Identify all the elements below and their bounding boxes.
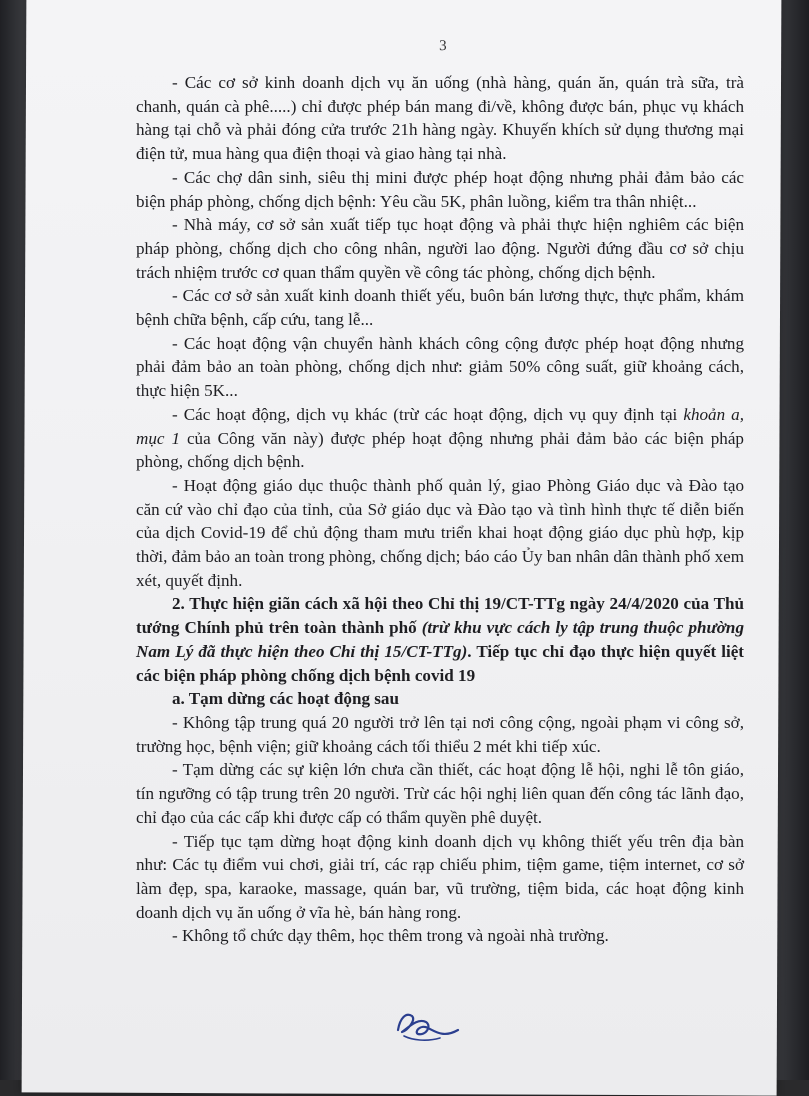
list-item-gathering: - Không tập trung quá 20 người trở lên tại nơi công cộng, ngoài phạm vi công sở, trường học, bệnh viện; giữ khoảng cách tối thiểu 2 mét khi tiếp xúc.	[136, 712, 744, 756]
document-body	[136, 71, 744, 948]
list-item-events: - Tạm dừng các sự kiện lớn chưa cần thiết, các hoạt động lễ hội, nghi lễ tôn giáo, tín ngưỡng có tập trung trên 20 người. Trừ các hội nghị liên quan đến công tác lãnh đạo, chỉ đạo của các cấp khi được cấp có thẩm quyền phê duyệt.	[136, 760, 744, 827]
page-number: 3	[439, 38, 447, 55]
section-2-italic: (trừ khu vực cách ly tập trung thuộc phường Nam Lý đã thực hiện theo Chỉ thị 15/CT-TTg)	[136, 618, 744, 661]
p6-text-c: của Công văn này) được phép hoạt động nhưng phải đảm bảo các biện pháp phòng, chống dịch bệnh.	[136, 428, 744, 472]
list-item-tutoring: - Không tổ chức dạy thêm, học thêm trong và ngoài nhà trường.	[172, 926, 609, 946]
signature-initials	[392, 1000, 462, 1050]
paragraph-food-services: - Các cơ sở kinh doanh dịch vụ ăn uống (nhà hàng, quán ăn, quán trà sữa, trà chanh, quán cà phê.....) chỉ được phép bán mang đi/về, không được bán, phục vụ khách hàng tại chỗ và phải đóng cửa trước 21h hàng ngày. Khuyến khích sử dụng thương mại điện tử, mua hàng qua điện thoại và giao hàng tại nhà.	[136, 73, 744, 164]
paragraph-factories: - Nhà máy, cơ sở sản xuất tiếp tục hoạt động và phải thực hiện nghiêm các biện pháp phòng, chống dịch cho công nhân, người lao động. Người đứng đầu cơ sở chịu trách nhiệm trước cơ quan thẩm quyền về công tác phòng, chống dịch bệnh.	[136, 215, 744, 282]
paragraph-education: - Hoạt động giáo dục thuộc thành phố quản lý, giao Phòng Giáo dục và Đào tạo căn cứ vào chỉ đạo của tỉnh, của Sở giáo dục và Đào tạo và tình hình thực tế diễn biến của dịch Covid-19 để chủ động tham mưu triển khai hoạt động giáo dục phù hợp, kịp thời, đảm bảo an toàn trong phòng, chống dịch; báo cáo Ủy ban nhân dân thành phố xem xét, quyết định.	[136, 475, 744, 590]
p6-italic-ref: khoản a, mục 1	[136, 404, 744, 448]
paragraph-public-transport: - Các hoạt động vận chuyển hành khách công cộng được phép hoạt động nhưng phải đảm bảo an toàn phòng, chống dịch như: giảm 50% công suất, giữ khoảng cách, thực hiện 5K...	[136, 333, 744, 401]
paragraph-essential-business: - Các cơ sở sản xuất kinh doanh thiết yếu, buôn bán lương thực, thực phẩm, khám bệnh chữa bệnh, cấp cứu, tang lễ...	[136, 286, 744, 330]
list-item-nonessential: - Tiếp tục tạm dừng hoạt động kinh doanh dịch vụ không thiết yếu trên địa bàn như: Các tụ điểm vui chơi, giải trí, các rạp chiếu phim, tiệm game, tiệm internet, cơ sở làm đẹp, spa, karaoke, massage, quán bar, vũ trường, tiệm bida, các hoạt động kinh doanh dịch vụ ăn uống ở vĩa hè, bán hàng rong.	[136, 831, 744, 922]
subheading-a: a. Tạm dừng các hoạt động sau	[172, 689, 399, 709]
paragraph-markets: - Các chợ dân sinh, siêu thị mini được phép hoạt động nhưng phải đảm bảo các biện pháp phòng, chống dịch bệnh: Yêu cầu 5K, phân luồng, kiểm tra thân nhiệt...	[136, 167, 744, 211]
section-2-text-c: . Tiếp tục chỉ đạo thực hiện quyết liệt các biện pháp phòng chống dịch bệnh covid 19	[136, 641, 744, 685]
section-2-text-a: 2. Thực hiện giãn cách xã hội theo Chỉ thị 19/CT-TTg ngày 24/4/2020 của Thủ tướng Chính phủ trên toàn thành phố	[136, 594, 744, 638]
paragraph-other-services	[136, 403, 744, 474]
p6-text-a: - Các hoạt động, dịch vụ khác (trừ các hoạt động, dịch vụ quy định tại	[172, 404, 684, 424]
section-2-heading	[136, 592, 744, 687]
